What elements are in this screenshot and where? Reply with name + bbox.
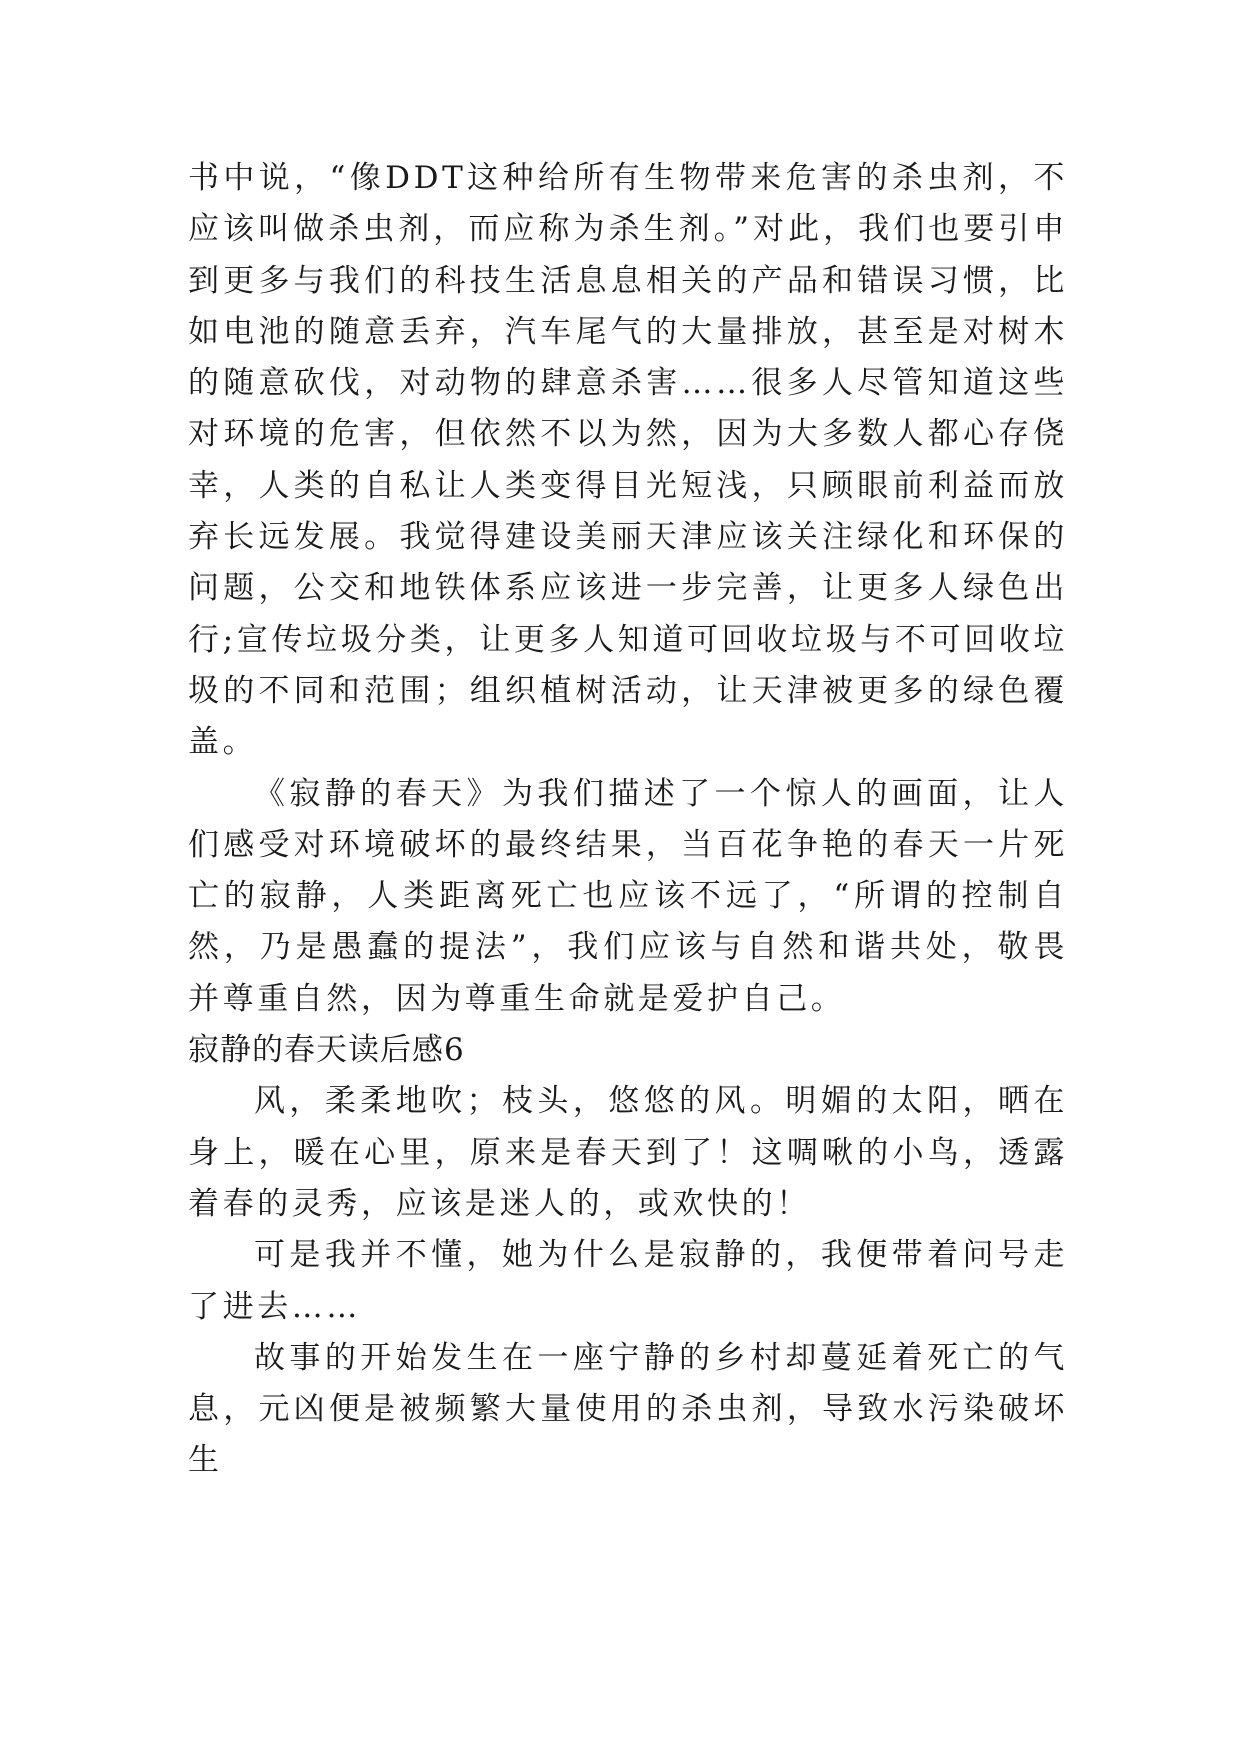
section-heading: 寂静的春天读后感6 — [188, 1032, 465, 1069]
paragraph-story-beginning: 故事的开始发生在一座宁静的乡村却蔓延着死亡的气息，元凶便是被频繁大量使用的杀虫剂，导致水污染破坏生 — [188, 1339, 1068, 1479]
paragraph-spring-wind: 风，柔柔地吹；枝头，悠悠的风。明媚的太阳，晒在身上，暖在心里，原来是春天到了！这啁啾的小鸟，透露着春的灵秀，应该是迷人的，或欢快的！ — [188, 1083, 1068, 1222]
document-body — [188, 153, 1068, 1487]
paragraph-ddt-pesticide: 书中说，“像DDT这种给所有生物带来危害的杀虫剂，不应该叫做杀虫剂，而应称为杀生剂。”对此，我们也要引申到更多与我们的科技生活息息相关的产品和错误习惯，比如电池的随意丢弃，汽车尾气的大量排放，甚至是对树木的随意砍伐，对动物的肆意杀害……很多人尽管知道这些对环境的危害，但依然不以为然，因为大多数人都心存侥幸，人类的自私让人类变得目光短浅，只顾眼前利益而放弃长远发展。我觉得建设美丽天津应该关注绿化和环保的问题，公交和地铁体系应该进一步完善，让更多人绿色出行;宣传垃圾分类，让更多人知道可回收垃圾与不可回收垃圾的不同和范围；组织植树活动，让天津被更多的绿色覆盖。 — [188, 160, 1068, 761]
paragraph-silent-spring-summary: 《寂静的春天》为我们描述了一个惊人的画面，让人们感受对环境破坏的最终结果，当百花争艳的春天一片死亡的寂静，人类距离死亡也应该不远了，“所谓的控制自然，乃是愚蠢的提法”，我们应该与自然和谐共处，敬畏并尊重自然，因为尊重生命就是爱护自己。 — [188, 775, 1068, 1017]
paragraph-why-silent: 可是我并不懂，她为什么是寂静的，我便带着问号走了进去…… — [188, 1237, 1068, 1325]
